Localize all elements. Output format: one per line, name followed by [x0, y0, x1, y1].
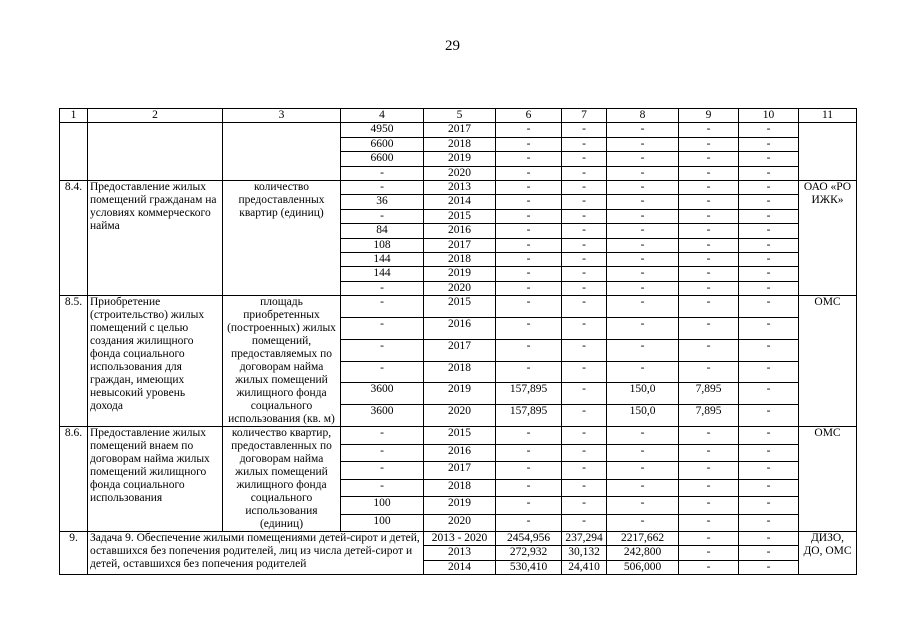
value-cell: - [562, 224, 607, 238]
col-header: 5 [424, 109, 496, 123]
value-cell: - [679, 339, 739, 361]
value-cell: - [739, 252, 799, 266]
value-cell: - [562, 267, 607, 281]
value-cell: - [562, 180, 607, 194]
table-row [60, 427, 857, 445]
value-cell: - [739, 152, 799, 166]
value-cell: - [562, 123, 607, 137]
value-cell: 6600 [341, 152, 424, 166]
value-cell: 2016 [424, 444, 496, 462]
table-row [60, 296, 857, 318]
value-cell: - [739, 497, 799, 515]
value-cell: - [679, 546, 739, 560]
name-cell [88, 123, 223, 181]
value-cell: - [496, 462, 562, 480]
value-cell: - [679, 444, 739, 462]
value-cell: - [739, 444, 799, 462]
responsible-cell [799, 123, 857, 181]
value-cell: 2014 [424, 195, 496, 209]
value-cell: - [341, 296, 424, 318]
value-cell: - [607, 339, 679, 361]
value-cell: 2015 [424, 427, 496, 445]
value-cell: 108 [341, 238, 424, 252]
item-indicator: площадь приобретенных (построенных) жилых помещений, предоставляемых по договорам найма жилых помещений жилищного фонда социального использования (кв. м) [223, 296, 341, 427]
value-cell: - [607, 479, 679, 497]
value-cell: - [562, 427, 607, 445]
value-cell: - [607, 238, 679, 252]
value-cell: 242,800 [607, 546, 679, 560]
item-name: Предоставление жилых помещений внаем по договорам найма жилых помещений жилищного фонда социального использования [88, 427, 223, 532]
value-cell: - [607, 497, 679, 515]
value-cell: 2019 [424, 267, 496, 281]
value-cell: 6600 [341, 137, 424, 151]
value-cell: - [562, 317, 607, 339]
value-cell: - [679, 479, 739, 497]
value-cell: - [679, 317, 739, 339]
value-cell: 36 [341, 195, 424, 209]
indicator-cell [223, 123, 341, 181]
value-cell: - [562, 296, 607, 318]
value-cell: - [739, 361, 799, 383]
col-header: 7 [562, 109, 607, 123]
value-cell: - [341, 209, 424, 223]
value-cell: - [679, 497, 739, 515]
value-cell: - [607, 152, 679, 166]
value-cell: 2013 [424, 180, 496, 194]
value-cell: - [739, 180, 799, 194]
value-cell: - [739, 195, 799, 209]
value-cell: 2017 [424, 123, 496, 137]
value-cell: - [341, 281, 424, 295]
num-cell [60, 123, 88, 181]
header-row [60, 109, 857, 123]
value-cell: - [679, 152, 739, 166]
value-cell: - [739, 238, 799, 252]
value-cell: 4950 [341, 123, 424, 137]
value-cell: - [607, 209, 679, 223]
value-cell: - [739, 166, 799, 180]
value-cell: 7,895 [679, 405, 739, 427]
value-cell: 2013 [424, 546, 496, 560]
value-cell: - [739, 405, 799, 427]
value-cell: - [739, 462, 799, 480]
value-cell: - [679, 560, 739, 574]
value-cell: - [739, 267, 799, 281]
value-cell: - [607, 462, 679, 480]
value-cell: - [562, 252, 607, 266]
value-cell: 2016 [424, 317, 496, 339]
value-cell: - [679, 209, 739, 223]
value-cell: - [607, 252, 679, 266]
value-cell: - [562, 281, 607, 295]
value-cell: 2016 [424, 224, 496, 238]
value-cell: 2018 [424, 137, 496, 151]
task-name: Задача 9. Обеспечение жилыми помещениями детей-сирот и детей, оставшихся без попечения родителей, лиц из числа детей-сирот и детей, оставшихся без попечения родителей [88, 532, 424, 575]
value-cell: - [496, 224, 562, 238]
value-cell: - [739, 560, 799, 574]
value-cell: - [679, 427, 739, 445]
item-number: 8.6. [60, 427, 88, 532]
table-row [60, 532, 857, 546]
value-cell: - [739, 123, 799, 137]
col-header: 6 [496, 109, 562, 123]
item-number: 8.5. [60, 296, 88, 427]
value-cell: 2018 [424, 361, 496, 383]
value-cell: - [496, 166, 562, 180]
program-table [59, 108, 857, 575]
value-cell: - [679, 532, 739, 546]
table-row [60, 180, 857, 194]
item-responsible: ОАО «РО ИЖК» [799, 180, 857, 295]
value-cell: - [679, 361, 739, 383]
col-header: 8 [607, 109, 679, 123]
item-name: Приобретение (строительство) жилых помещений с целью создания жилищного фонда социального использования для граждан, имеющих невысокий уровень дохода [88, 296, 223, 427]
value-cell: - [341, 180, 424, 194]
value-cell: 530,410 [496, 560, 562, 574]
value-cell: 2019 [424, 152, 496, 166]
value-cell: - [679, 224, 739, 238]
value-cell: - [607, 195, 679, 209]
value-cell: - [562, 137, 607, 151]
value-cell: - [739, 317, 799, 339]
value-cell: - [679, 180, 739, 194]
value-cell: - [607, 514, 679, 532]
value-cell: - [679, 195, 739, 209]
value-cell: 150,0 [607, 405, 679, 427]
value-cell: - [562, 497, 607, 515]
value-cell: - [739, 532, 799, 546]
value-cell: - [679, 462, 739, 480]
value-cell: 24,410 [562, 560, 607, 574]
value-cell: 2018 [424, 252, 496, 266]
col-header: 4 [341, 109, 424, 123]
value-cell: - [496, 281, 562, 295]
value-cell: 2014 [424, 560, 496, 574]
value-cell: 2019 [424, 383, 496, 405]
value-cell: 144 [341, 252, 424, 266]
value-cell: 2020 [424, 281, 496, 295]
item-responsible: ОМС [799, 296, 857, 427]
value-cell: - [739, 479, 799, 497]
value-cell: 144 [341, 267, 424, 281]
value-cell: - [562, 238, 607, 252]
value-cell: - [496, 427, 562, 445]
value-cell: - [496, 195, 562, 209]
value-cell: 150,0 [607, 383, 679, 405]
col-header: 9 [679, 109, 739, 123]
value-cell: - [739, 296, 799, 318]
value-cell: - [739, 514, 799, 532]
value-cell: - [496, 238, 562, 252]
value-cell: - [496, 514, 562, 532]
value-cell: - [562, 462, 607, 480]
col-header: 3 [223, 109, 341, 123]
item-name: Предоставление жилых помещений гражданам на условиях коммерческого найма [88, 180, 223, 295]
value-cell: 3600 [341, 405, 424, 427]
value-cell: - [341, 339, 424, 361]
value-cell: - [496, 267, 562, 281]
value-cell: - [739, 427, 799, 445]
value-cell: - [607, 444, 679, 462]
value-cell: - [607, 317, 679, 339]
value-cell: - [607, 123, 679, 137]
value-cell: 2018 [424, 479, 496, 497]
value-cell: - [607, 296, 679, 318]
value-cell: - [496, 317, 562, 339]
value-cell: 157,895 [496, 383, 562, 405]
value-cell: - [562, 479, 607, 497]
value-cell: - [341, 427, 424, 445]
value-cell: - [562, 514, 607, 532]
value-cell: - [679, 296, 739, 318]
value-cell: - [607, 427, 679, 445]
value-cell: - [607, 224, 679, 238]
item-number: 9. [60, 532, 88, 575]
value-cell: - [562, 405, 607, 427]
value-cell: 84 [341, 224, 424, 238]
item-responsible: ОМС [799, 427, 857, 532]
value-cell: - [607, 361, 679, 383]
table-row [60, 123, 857, 137]
value-cell: 2454,956 [496, 532, 562, 546]
value-cell: - [679, 166, 739, 180]
value-cell: - [341, 361, 424, 383]
col-header: 2 [88, 109, 223, 123]
value-cell: 100 [341, 497, 424, 515]
value-cell: - [496, 296, 562, 318]
value-cell: 2017 [424, 462, 496, 480]
value-cell: - [679, 123, 739, 137]
value-cell: - [607, 281, 679, 295]
value-cell: 7,895 [679, 383, 739, 405]
page-number: 29 [445, 38, 460, 54]
value-cell: - [679, 514, 739, 532]
value-cell: - [496, 252, 562, 266]
value-cell: - [496, 479, 562, 497]
value-cell: 2020 [424, 166, 496, 180]
value-cell: - [562, 339, 607, 361]
value-cell: 2015 [424, 296, 496, 318]
value-cell: - [562, 361, 607, 383]
value-cell: 2017 [424, 238, 496, 252]
value-cell: 2019 [424, 497, 496, 515]
value-cell: - [607, 166, 679, 180]
value-cell: - [679, 267, 739, 281]
value-cell: - [739, 137, 799, 151]
value-cell: - [739, 209, 799, 223]
value-cell: 506,000 [607, 560, 679, 574]
item-indicator: количество квартир, предоставленных по договорам найма жилых помещений жилищного фонда социального использования (единиц) [223, 427, 341, 532]
value-cell: - [496, 361, 562, 383]
value-cell: - [496, 123, 562, 137]
value-cell: - [496, 152, 562, 166]
value-cell: - [739, 224, 799, 238]
value-cell: - [562, 383, 607, 405]
col-header: 1 [60, 109, 88, 123]
value-cell: - [341, 462, 424, 480]
value-cell: - [679, 238, 739, 252]
value-cell: - [496, 497, 562, 515]
value-cell: 100 [341, 514, 424, 532]
value-cell: 2020 [424, 405, 496, 427]
item-number: 8.4. [60, 180, 88, 295]
value-cell: 157,895 [496, 405, 562, 427]
col-header: 10 [739, 109, 799, 123]
value-cell: - [341, 317, 424, 339]
value-cell: 2020 [424, 514, 496, 532]
value-cell: - [496, 339, 562, 361]
value-cell: 2217,662 [607, 532, 679, 546]
value-cell: 2015 [424, 209, 496, 223]
item-indicator: количество предоставленных квартир (единиц) [223, 180, 341, 295]
value-cell: - [607, 267, 679, 281]
value-cell: - [341, 479, 424, 497]
value-cell: - [562, 195, 607, 209]
value-cell: - [739, 383, 799, 405]
value-cell: - [679, 137, 739, 151]
value-cell: - [679, 252, 739, 266]
value-cell: - [496, 444, 562, 462]
value-cell: - [496, 209, 562, 223]
value-cell: 237,294 [562, 532, 607, 546]
value-cell: - [562, 152, 607, 166]
value-cell: - [496, 137, 562, 151]
value-cell: 2013 - 2020 [424, 532, 496, 546]
value-cell: - [562, 166, 607, 180]
value-cell: - [607, 137, 679, 151]
col-header: 11 [799, 109, 857, 123]
value-cell: - [607, 180, 679, 194]
value-cell: - [562, 209, 607, 223]
value-cell: 3600 [341, 383, 424, 405]
value-cell: - [739, 546, 799, 560]
value-cell: - [679, 281, 739, 295]
value-cell: 30,132 [562, 546, 607, 560]
value-cell: - [341, 166, 424, 180]
value-cell: - [562, 444, 607, 462]
item-responsible: ДИЗО, ДО, ОМС [799, 532, 857, 575]
value-cell: 272,932 [496, 546, 562, 560]
value-cell: - [496, 180, 562, 194]
value-cell: 2017 [424, 339, 496, 361]
value-cell: - [739, 281, 799, 295]
value-cell: - [341, 444, 424, 462]
value-cell: - [739, 339, 799, 361]
